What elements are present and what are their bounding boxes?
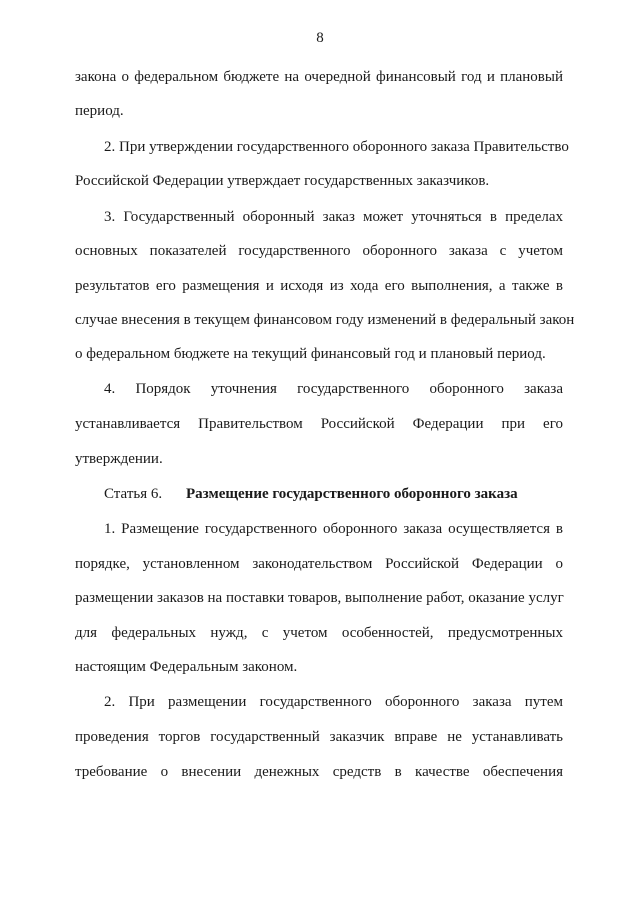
paragraph-line: результатов его размещения и исходя из хода его выполнения, а также в	[75, 278, 563, 294]
paragraph-line: устанавливается Правительством Российской Федерации при его	[75, 416, 563, 432]
paragraph-line: период.	[75, 103, 124, 119]
paragraph-line: размещении заказов на поставки товаров, выполнение работ, оказание услуг	[75, 590, 564, 606]
paragraph-line: основных показателей государственного оборонного заказа с учетом	[75, 243, 563, 259]
paragraph-line: требование о внесении денежных средств в качестве обеспечения	[75, 764, 563, 780]
paragraph-line: 2. При размещении государственного оборонного заказа путем	[104, 694, 563, 710]
paragraph-line: 3. Государственный оборонный заказ может уточняться в пределах	[104, 209, 563, 225]
article-title: Размещение государственного оборонного заказа	[186, 486, 518, 502]
paragraph-line: утверждении.	[75, 451, 163, 467]
paragraph-line: случае внесения в текущем финансовом году изменений в федеральный закон	[75, 312, 575, 328]
paragraph-line: 4. Порядок уточнения государственного оборонного заказа	[104, 381, 563, 397]
article-number: Статья 6.	[104, 486, 163, 502]
paragraph-line: 2. При утверждении государственного оборонного заказа Правительство	[104, 139, 569, 155]
paragraph-line: 1. Размещение государственного оборонного заказа осуществляется в	[104, 521, 563, 537]
paragraph-line: настоящим Федеральным законом.	[75, 659, 298, 675]
paragraph-line: о федеральном бюджете на текущий финансовый год и плановый период.	[75, 346, 546, 362]
paragraph-line: для федеральных нужд, с учетом особенностей, предусмотренных	[75, 625, 563, 641]
page-number: 8	[316, 30, 324, 46]
paragraph-line: проведения торгов государственный заказчик вправе не устанавливать	[75, 729, 563, 745]
paragraph-line: Российской Федерации утверждает государственных заказчиков.	[75, 173, 490, 189]
paragraph-line: порядке, установленном законодательством Российской Федерации о	[75, 556, 563, 572]
paragraph-line: закона о федеральном бюджете на очередной финансовый год и плановый	[75, 69, 563, 85]
